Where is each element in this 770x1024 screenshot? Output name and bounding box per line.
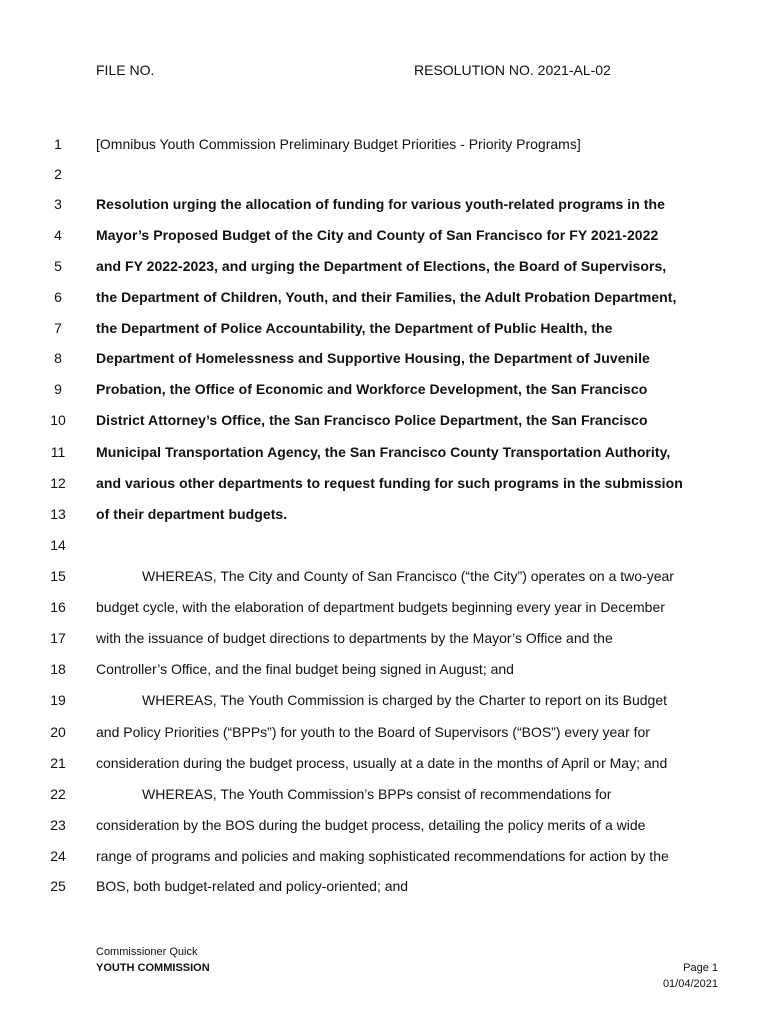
line-12 — [0, 475, 770, 495]
line-number: 17 — [50, 630, 66, 646]
line-number: 6 — [54, 289, 62, 305]
line-number: 3 — [54, 196, 62, 212]
line-6 — [0, 289, 770, 309]
line-14 — [0, 537, 770, 557]
organization-name: YOUTH COMMISSION — [96, 962, 210, 974]
line-number: 16 — [50, 599, 66, 615]
line-8 — [0, 350, 770, 370]
line-number: 12 — [50, 475, 66, 491]
whereas-clause: WHEREAS, The City and County of San Francisco (“the City”) operates on a two-year — [142, 568, 674, 584]
whereas-clause: WHEREAS, The Youth Commission is charged by the Charter to report on its Budget — [142, 692, 667, 708]
line-number: 1 — [54, 136, 62, 152]
summary-text: Mayor’s Proposed Budget of the City and County of San Francisco for FY 2021-2022 — [96, 227, 659, 243]
line-17 — [0, 630, 770, 650]
body-text: BOS, both budget-related and policy-oriented; and — [96, 878, 409, 894]
line-19 — [0, 692, 770, 712]
line-1 — [0, 136, 770, 156]
line-number: 2 — [54, 166, 62, 182]
line-9 — [0, 381, 770, 401]
line-number: 11 — [50, 444, 66, 460]
line-number: 10 — [50, 412, 66, 428]
line-number: 9 — [54, 381, 62, 397]
line-number: 7 — [54, 320, 62, 336]
author-name: Commissioner Quick — [96, 946, 198, 958]
line-number: 24 — [50, 848, 66, 864]
line-number: 25 — [50, 878, 66, 894]
page-footer-right — [663, 960, 718, 992]
line-23 — [0, 817, 770, 837]
body-text: budget cycle, with the elaboration of department budgets beginning every year in December — [96, 599, 665, 615]
summary-text: and FY 2022-2023, and urging the Department of Elections, the Board of Supervisors, — [96, 258, 667, 274]
line-4 — [0, 227, 770, 247]
file-number-label: FILE NO. — [96, 62, 155, 78]
page-footer-left — [96, 944, 210, 976]
summary-text: Department of Homelessness and Supportive Housing, the Department of Juvenile — [96, 350, 650, 366]
line-number: 19 — [50, 692, 66, 708]
line-16 — [0, 599, 770, 619]
body-text: range of programs and policies and making sophisticated recommendations for action by the — [96, 848, 669, 864]
summary-text: the Department of Police Accountability, the Department of Public Health, the — [96, 320, 613, 336]
document-date: 01/04/2021 — [662, 978, 718, 990]
line-13 — [0, 506, 770, 526]
body-text: consideration during the budget process, usually at a date in the months of April or May; and — [96, 755, 668, 771]
line-10 — [0, 412, 770, 432]
line-5 — [0, 258, 770, 278]
summary-text: Probation, the Office of Economic and Workforce Development, the San Francisco — [96, 381, 648, 397]
summary-text: Resolution urging the allocation of funding for various youth-related programs in the — [96, 196, 665, 212]
line-20 — [0, 724, 770, 744]
summary-text: District Attorney’s Office, the San Francisco Police Department, the San Francisco — [96, 412, 648, 428]
summary-text: of their department budgets. — [96, 506, 288, 522]
summary-text: and various other departments to request funding for such programs in the submission — [96, 475, 683, 491]
line-number: 14 — [50, 537, 66, 553]
summary-text: the Department of Children, Youth, and their Families, the Adult Probation Department, — [96, 289, 677, 305]
line-18 — [0, 661, 770, 681]
body-text: consideration by the BOS during the budget process, detailing the policy merits of a wide — [96, 817, 646, 833]
line-number: 8 — [54, 350, 62, 366]
line-number: 5 — [54, 258, 62, 274]
line-21 — [0, 755, 770, 775]
line-3 — [0, 196, 770, 216]
line-7 — [0, 320, 770, 340]
line-2 — [0, 166, 770, 186]
line-number: 20 — [50, 724, 66, 740]
line-24 — [0, 848, 770, 868]
line-number: 18 — [50, 661, 66, 677]
line-number: 21 — [50, 755, 66, 771]
line-number: 15 — [50, 568, 66, 584]
line-15 — [0, 568, 770, 588]
resolution-number: RESOLUTION NO. 2021-AL-02 — [414, 62, 611, 78]
line-25 — [0, 878, 770, 898]
summary-text: Municipal Transportation Agency, the San Francisco County Transportation Authority, — [96, 444, 671, 460]
line-number: 23 — [50, 817, 66, 833]
body-text: with the issuance of budget directions to departments by the Mayor’s Office and the — [96, 630, 613, 646]
line-22 — [0, 786, 770, 806]
line-number: 13 — [50, 506, 66, 522]
whereas-clause: WHEREAS, The Youth Commission’s BPPs consist of recommendations for — [142, 786, 612, 802]
page-number: Page 1 — [683, 962, 718, 974]
line-11 — [0, 444, 770, 464]
line-number: 4 — [54, 227, 62, 243]
line-number: 22 — [50, 786, 66, 802]
body-text: Controller’s Office, and the final budget being signed in August; and — [96, 661, 514, 677]
resolution-title: [Omnibus Youth Commission Preliminary Budget Priorities - Priority Programs] — [96, 136, 581, 152]
body-text: and Policy Priorities (“BPPs”) for youth to the Board of Supervisors (“BOS”) every year for — [96, 724, 650, 740]
